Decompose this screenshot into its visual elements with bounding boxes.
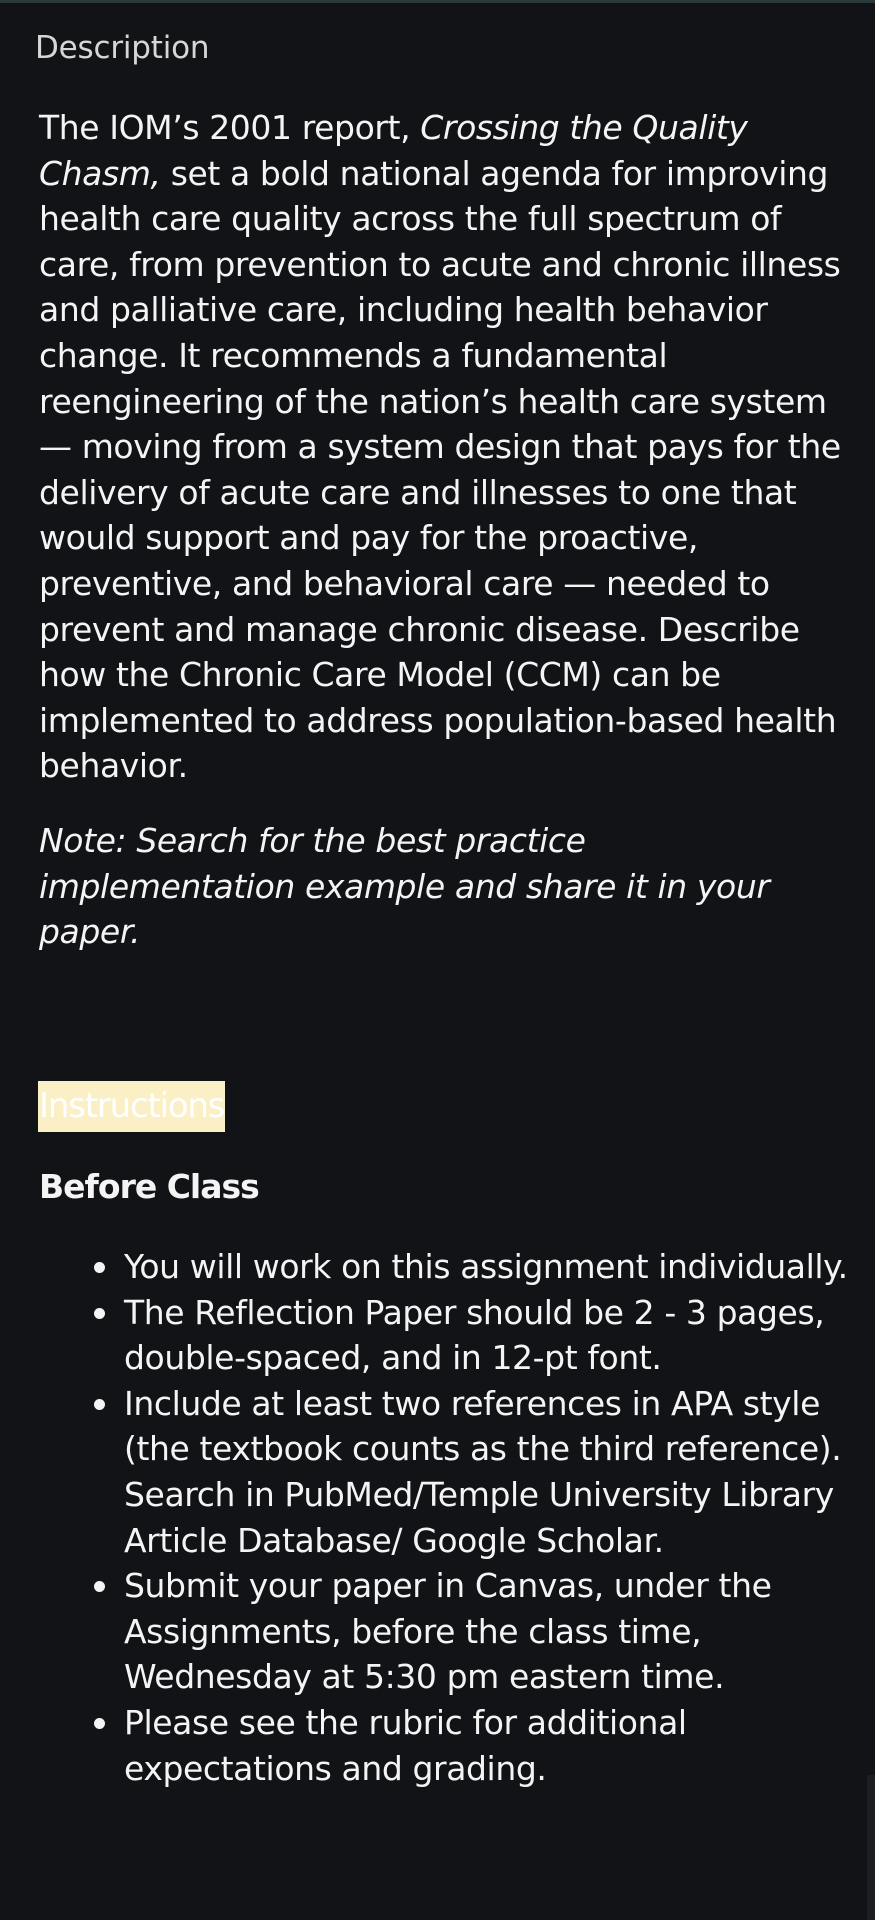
description-part-2: set a bold national agenda for improving health care quality across the full spectrum of care, from prevention to acute and chronic illness and palliative care, including health behavior change. It recommends a fundamental reengineering of the nation’s health care system — moving from a system design that pays for the delivery of acute care and illnesses to one that would support and pay for the proactive, preventive, and behavioral care — needed to prevent and manage chronic disease. Describe how the Chronic Care Model (CCM) can be implemented to address population-based health behavior. — [39, 153, 841, 786]
scrollbar-thumb[interactable] — [867, 1775, 875, 1920]
bullet-icon — [94, 1262, 105, 1273]
bullet-icon — [94, 1308, 105, 1319]
description-text — [39, 105, 854, 789]
list-item — [0, 1244, 875, 1290]
bullet-icon — [94, 1718, 105, 1729]
instructions-list — [0, 1244, 875, 1791]
bullet-icon — [94, 1581, 105, 1592]
instructions-heading: Instructions — [38, 1081, 225, 1132]
list-item-text: Include at least two references in APA style (the textbook counts as the third reference). Search in PubMed/Temple University Library Article Database/ Google Scholar. — [124, 1383, 842, 1560]
report-title: Crossing the Quality Chasm, — [39, 108, 748, 193]
description-heading: Description — [35, 30, 210, 66]
description-part-1: The IOM’s 2001 report, — [39, 108, 421, 147]
note-text: Note: Search for the best practice implementation example and share it in your paper. — [39, 821, 770, 952]
list-item — [0, 1563, 875, 1700]
list-item — [0, 1700, 875, 1791]
list-item-text: Please see the rubric for additional expectations and grading. — [124, 1702, 687, 1788]
list-item — [0, 1290, 875, 1381]
list-item-text: You will work on this assignment individually. — [124, 1247, 848, 1286]
bullet-icon — [94, 1399, 105, 1410]
list-item-text: Submit your paper in Canvas, under the Assignments, before the class time, Wednesday at 5:30 pm eastern time. — [124, 1566, 772, 1697]
list-item — [0, 1381, 875, 1563]
list-item-text: The Reflection Paper should be 2 - 3 pages, double-spaced, and in 12-pt font. — [124, 1292, 825, 1378]
before-class-heading: Before Class — [39, 1167, 259, 1206]
